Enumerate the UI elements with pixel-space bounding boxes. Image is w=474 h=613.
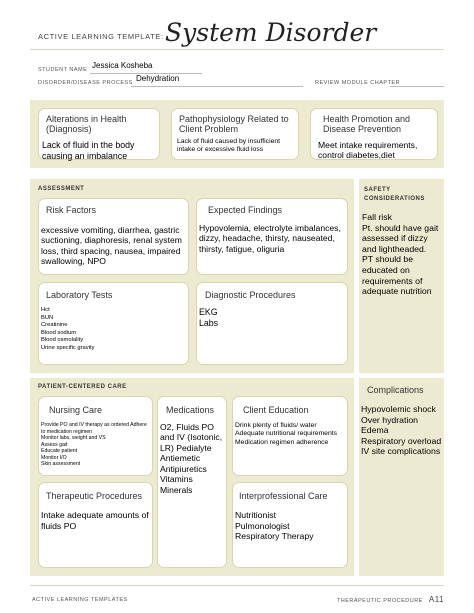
medications-card [157,396,227,568]
assessment-heading: ASSESSMENT [38,186,85,192]
client-education-item: Medication regimen adherence [235,438,329,446]
pathophysiology-body[interactable]: Lack of fluid caused by insufficient intake or excessive fluid loss [177,138,281,154]
care-heading: PATIENT-CENTERED CARE [38,384,127,390]
expected-findings-card [196,198,348,275]
client-education-list[interactable] [235,422,347,447]
client-education-item: Adequate nutritional requirements [235,430,338,438]
safety-heading: SAFETY CONSIDERATIONS [364,187,425,202]
complications-body[interactable]: Hypovolemic shock Over hydration Edema Respiratory overload IV site complications [361,404,442,457]
diagnostic-procedures-title: Diagnostic Procedures [205,290,296,300]
disorder-value[interactable]: Dehydration [136,74,180,83]
nursing-care-list[interactable] [41,422,151,468]
laboratory-tests-list[interactable] [41,307,186,352]
laboratory-tests-card [38,282,189,365]
medications-body[interactable]: O2, Fluids PO and IV (Isotonic, LR) Pedialyte Antiemetic Antipiuretics Vitamins Minerals [160,422,223,495]
diagnostic-procedures-list[interactable] [199,307,344,328]
expected-findings-body[interactable]: Hypovolemia, electrolyte imbalances, dizzy, headache, thirsty, nauseated, thirsty, fatigue, oliguria [199,223,341,254]
interprofessional-item: Nutritionist [235,510,277,520]
footer-divider [30,585,444,586]
pathophysiology-card [171,108,299,160]
lab-test-item: Hct [41,307,50,313]
interprofessional-care-list[interactable] [235,510,347,542]
lab-test-item: BUN [41,314,54,321]
health-promotion-card [310,108,438,160]
therapeutic-procedures-card [38,482,153,568]
footer-left-label: ACTIVE LEARNING TEMPLATES [32,597,128,603]
therapeutic-procedures-body[interactable]: Intake adequate amounts of fluids PO [41,510,149,531]
client-education-title: Client Education [243,405,309,415]
therapeutic-procedures-title: Therapeutic Procedures [46,491,143,501]
lab-test-item: Blood sodium [41,329,77,336]
page-number: A11 [428,595,444,604]
student-name-label: STUDENT NAME [38,67,88,73]
footer-right-label: THERAPEUTIC PROCEDURE [336,598,423,604]
review-module-label: REVIEW MODULE CHAPTER [315,80,401,86]
nursing-care-item: Educate patient [41,448,78,454]
disorder-label: DISORDER/DISEASE PROCESS [38,80,133,86]
nursing-care-item: Provide PO and IV therapy as ordered Adhere to medication regimen [41,422,147,435]
expected-findings-title: Expected Findings [208,205,283,215]
diagnostic-item: Labs [199,317,219,328]
header-divider [30,49,444,50]
lab-test-item: Urine specific gravity [41,344,95,351]
review-module-line [390,86,444,87]
student-name-value[interactable]: Jessica Kosheba [92,61,153,70]
interprofessional-item: Pulmonologist [235,520,290,531]
nursing-care-title: Nursing Care [49,405,103,415]
client-education-item: Drink plenty of fluids/ water [235,422,317,429]
footer-right [337,595,444,604]
safety-body[interactable]: Fall risk Pt. should have gait assessed if dizzy and lightheaded. PT should be educated on requirements of adequate nutrition [362,212,439,297]
nursing-care-card [38,396,153,476]
nursing-care-item: Monitor labs, weight and VS [41,435,106,441]
complications-title: Complications [367,385,424,395]
client-education-card [232,396,348,476]
interprofessional-item: Respiratory Therapy [235,531,314,542]
nursing-care-item: Assess gait [41,441,68,448]
nursing-care-item: Monitor I/O [41,454,67,461]
alterations-title: Alterations in Health (Diagnosis) [46,114,127,135]
medications-title: Medications [166,405,215,415]
laboratory-tests-title: Laboratory Tests [46,290,113,300]
interprofessional-care-card [232,482,348,568]
alterations-body[interactable]: Lack of fluid in the body causing an imbalance [42,140,135,161]
page-title: System Disorder [165,18,377,47]
nursing-care-item: Skin assessment [41,461,81,467]
lab-test-item: Blood osmolality [41,337,84,344]
template-label: ACTIVE LEARNING TEMPLATE: [38,32,164,41]
pathophysiology-title: Pathophysiology Related to Client Problem [179,114,289,135]
diagnostic-procedures-card [196,282,348,365]
health-promotion-body[interactable]: Meet intake requirements, control diabetes,diet [318,140,418,161]
risk-factors-card [38,198,189,275]
health-promotion-title: Health Promotion and Disease Prevention [323,114,411,135]
alterations-card [38,108,160,160]
risk-factors-title: Risk Factors [46,205,97,215]
disorder-line [131,86,303,87]
lab-test-item: Creatinine [41,322,68,329]
risk-factors-body[interactable]: excessive vomiting, diarrhea, gastric suctioning, diaphoresis, renal system loss, third spacing, nausea, impaired swallowing, NPO [41,225,182,267]
interprofessional-care-title: Interprofessional Care [239,491,328,501]
diagnostic-item: EKG [199,307,218,317]
